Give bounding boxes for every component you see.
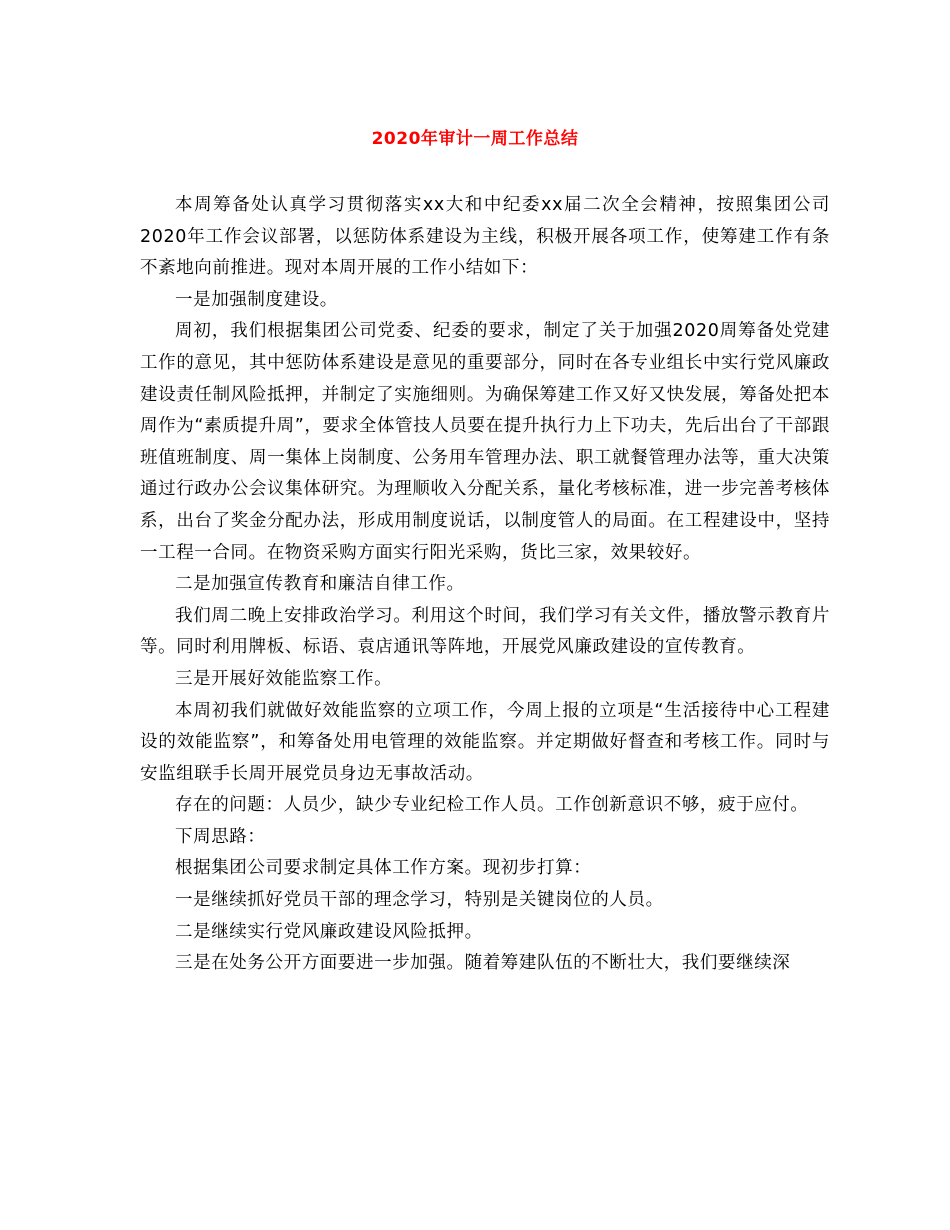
document-title: 2020年审计一周工作总结 bbox=[371, 129, 579, 149]
paragraph: 本周筹备处认真学习贯彻落实xx大和中纪委xx届二次全会精神，按照集团公司2020年工作会议部署，以惩防体系建设为主线，积极开展各项工作，使筹建工作有条不紊地向前推进。现对本周开展的工作小结如下： bbox=[140, 195, 830, 279]
document-body bbox=[140, 190, 830, 980]
paragraph: 二是加强宣传教育和廉洁自律工作。 bbox=[175, 574, 465, 595]
paragraph: 存在的问题：人员少，缺少专业纪检工作人员。工作创新意识不够，疲于应付。 bbox=[175, 795, 809, 816]
paragraph: 我们周二晚上安排政治学习。利用这个时间，我们学习有关文件，播放警示教育片等。同时利用牌板、标语、袁店通讯等阵地，开展党风廉政建设的宣传教育。 bbox=[140, 605, 830, 658]
paragraph: 本周初我们就做好效能监察的立项工作，今周上报的立项是“生活接待中心工程建设的效能监察”，和筹备处用电管理的效能监察。并定期做好督查和考核工作。同时与安监组联手长周开展党员身边无事故活动。 bbox=[140, 700, 830, 784]
paragraph: 三是开展好效能监察工作。 bbox=[175, 668, 393, 689]
paragraph: 二是继续实行党风廉政建设风险抵押。 bbox=[175, 921, 483, 942]
paragraph: 周初，我们根据集团公司党委、纪委的要求，制定了关于加强2020周筹备处党建工作的意见，其中惩防体系建设是意见的重要部分，同时在各专业组长中实行党风廉政建设责任制风险抵押，并制定了实施细则。为确保筹建工作又好又快发展，筹备处把本周作为“素质提升周”，要求全体管技人员要在提升执行力上下功夫，先后出台了干部跟班值班制度、周一集体上岗制度、公务用车管理办法、职工就餐管理办法等，重大决策通过行政办公会议集体研究。为理顺收入分配关系，量化考核标准，进一步完善考核体系，出台了奖金分配办法，形成用制度说话，以制度管人的局面。在工程建设中，坚持一工程一合同。在物资采购方面实行阳光采购，货比三家，效果较好。 bbox=[140, 321, 830, 563]
paragraph: 一是加强制度建设。 bbox=[175, 289, 338, 310]
paragraph: 三是在处务公开方面要进一步加强。随着筹建队伍的不断壮大，我们要继续深 bbox=[175, 953, 791, 974]
paragraph: 根据集团公司要求制定具体工作方案。现初步打算： bbox=[175, 858, 592, 879]
paragraph: 下周思路： bbox=[175, 826, 266, 847]
paragraph: 一是继续抓好党员干部的理念学习，特别是关键岗位的人员。 bbox=[175, 890, 664, 911]
